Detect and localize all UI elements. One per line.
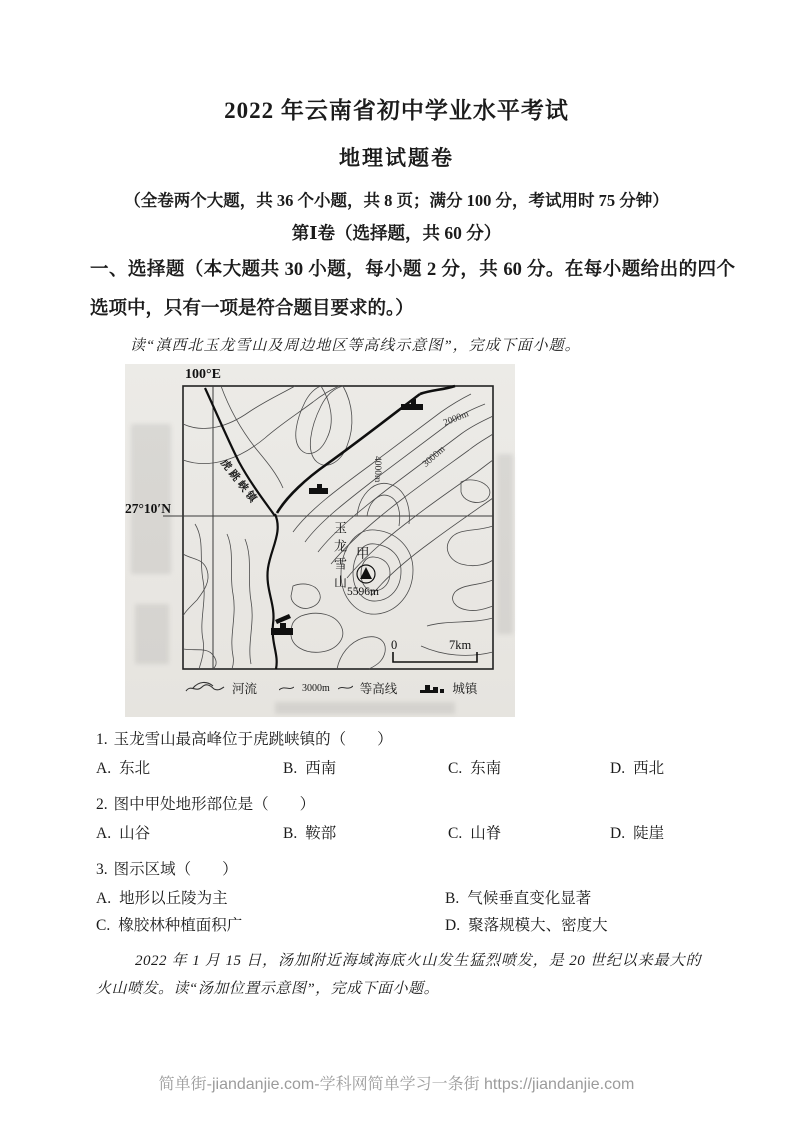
question-2-stem: 2. 图中甲处地形部位是（ ） xyxy=(96,796,316,813)
option-a: A. 东北 xyxy=(96,760,151,777)
town-icon xyxy=(419,681,445,695)
map-legend xyxy=(185,679,477,697)
option-b: B. 气候垂直变化显著 xyxy=(445,890,592,907)
scale-bar xyxy=(393,652,477,662)
town-name-label: 虎跳峡镇 xyxy=(217,457,260,508)
question-3 xyxy=(96,856,705,939)
contour-map-figure xyxy=(125,364,515,717)
option-c: C. 东南 xyxy=(448,760,502,777)
legend-contour-value: 3000m xyxy=(302,682,330,694)
part-one-heading: 一、选择题（本大题共 30 小题，每小题 2 分，共 60 分。在每小题给出的四个选项中，只有一项是符合题目要求的。） xyxy=(90,260,735,319)
option-b: B. 鞍部 xyxy=(283,825,337,842)
option-d: D. 西北 xyxy=(610,760,665,777)
contour-label-4000: 4000m xyxy=(372,456,382,483)
option-c: C. 山脊 xyxy=(448,825,502,842)
peak-symbol xyxy=(357,565,375,583)
question-3-stem: 3. 图示区域（ ） xyxy=(96,861,238,878)
option-c: C. 橡胶林种植面积广 xyxy=(96,917,243,934)
scale-zero-label: 0 xyxy=(391,638,398,652)
scale-end-label: 7km xyxy=(449,638,472,652)
question-1 xyxy=(96,726,705,782)
option-d: D. 陡崖 xyxy=(610,825,665,842)
legend-contour-label: 等高线 xyxy=(359,682,398,696)
option-b: B. 西南 xyxy=(283,760,337,777)
peak-elevation-label: 5596m xyxy=(347,586,379,598)
legend-item-town xyxy=(419,679,477,697)
footer-watermark: 简单街-jiandanjie.com-学科网简单学习一条街 https://jiandanjie.com xyxy=(158,1076,635,1093)
option-d: D. 聚落规模大、密度大 xyxy=(445,917,608,934)
longitude-label: 100°E xyxy=(185,367,221,382)
mountain-name-label: 玉龙雪山 xyxy=(332,521,347,593)
question-1-options xyxy=(96,755,705,782)
legend-river-label: 河流 xyxy=(232,682,258,696)
question-number: 1. xyxy=(96,731,108,748)
latitude-label: 27°10′N xyxy=(125,501,171,516)
question-1-stem: 1. 玉龙雪山最高峰位于虎跳峡镇的（ ） xyxy=(96,731,393,748)
town-symbols xyxy=(271,399,423,635)
passage-intro-1: 读“滇西北玉龙雪山及周边地区等高线示意图”，完成下面小题。 xyxy=(130,338,581,354)
question-2-options xyxy=(96,820,705,847)
option-a: A. 山谷 xyxy=(96,825,151,842)
contour-line-icon xyxy=(338,683,353,693)
legend-item-river xyxy=(185,679,257,697)
contour-label-2000: 2000m xyxy=(442,409,471,429)
legend-item-contour xyxy=(279,679,397,697)
option-a: A. 地形以丘陵为主 xyxy=(96,890,228,907)
legend-town-label: 城镇 xyxy=(452,682,478,696)
doc-title: 2022 年云南省初中学业水平考试 xyxy=(224,98,569,123)
question-number: 3. xyxy=(96,861,108,878)
river-icon xyxy=(185,681,225,695)
point-jia-label: 甲 xyxy=(356,546,370,561)
contour-line-icon xyxy=(279,683,294,693)
question-2 xyxy=(96,791,705,847)
question-number: 2. xyxy=(96,796,108,813)
contour-label-3000: 3000m xyxy=(421,444,448,470)
question-3-options xyxy=(96,885,705,939)
passage-intro-2: 2022 年 1 月 15 日，汤加附近海域海底火山发生猛烈喷发，是 20 世纪以来最大的火山喷发。读“汤加位置示意图”，完成下面小题。 xyxy=(96,953,701,997)
section-title: 第Ⅰ卷（选择题，共 60 分） xyxy=(291,223,502,243)
exam-meta-line: （全卷两个大题，共 36 个小题，共 8 页；满分 100 分，考试用时 75 分钟） xyxy=(124,191,669,210)
doc-subtitle: 地理试题卷 xyxy=(339,146,454,170)
